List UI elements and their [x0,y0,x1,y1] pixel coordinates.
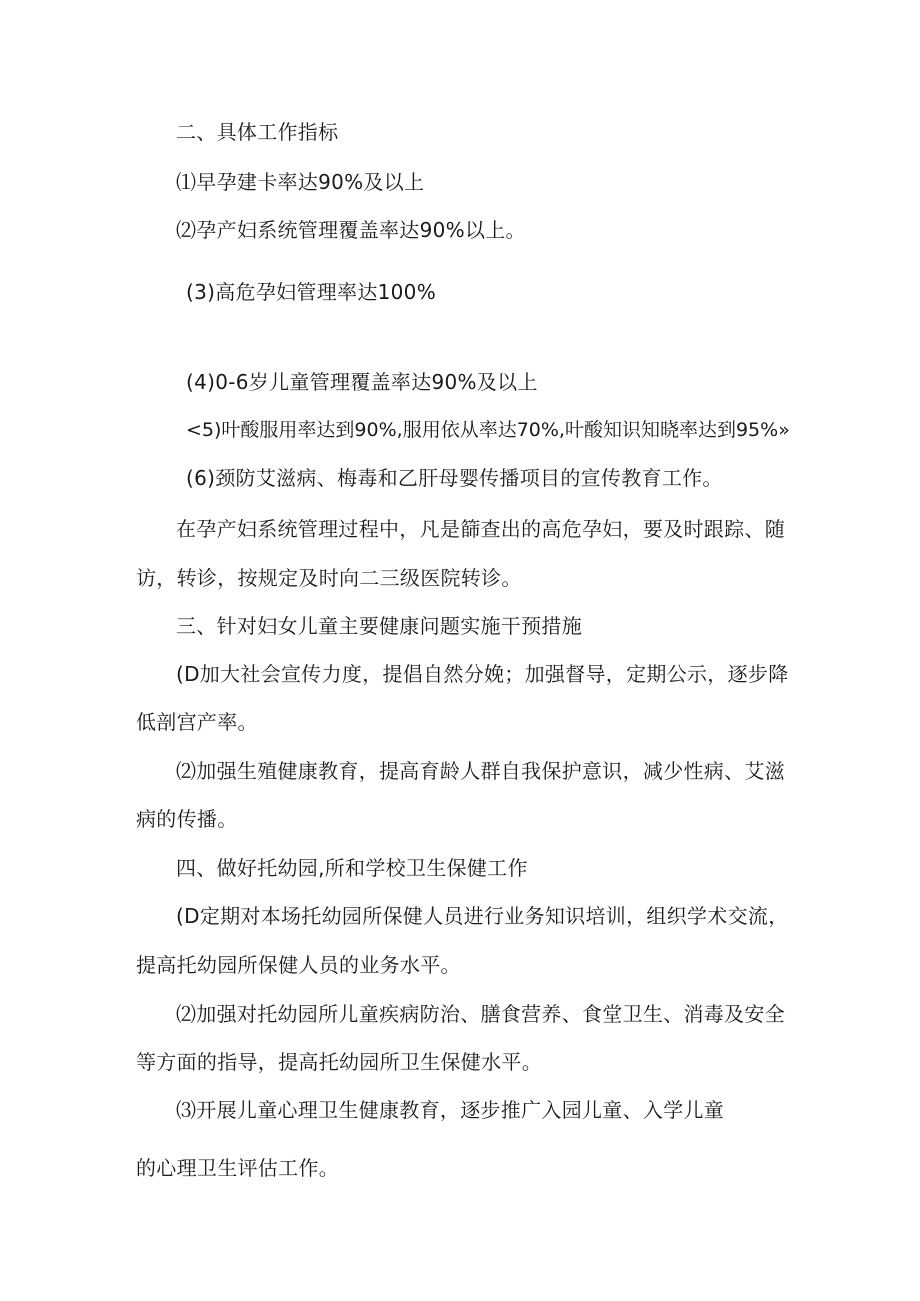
indicator-item-5: <5)叶酸服用率达到90%,服用依从率达70%,叶酸知识知晓率达到95%» [186,419,790,441]
indicator-item-2: ⑵孕产妇系统管理覆盖率达90%以上。 [176,218,526,242]
indicator-item-3: (3)高危孕妇管理率达100% [186,280,437,304]
paragraph-line: 低剖宫产率。 [136,710,258,734]
section-heading-3: 三、针对妇女儿童主要健康问题实施干预措施 [176,614,582,638]
paragraph-line: 等方面的指导，提高托幼园所卫生保健水平。 [136,1050,542,1074]
paragraph-line: 在孕产妇系统管理过程中，凡是篩查出的高危孕妇，要及时跟踪、随 [176,517,785,541]
paragraph-line: 病的传播。 [136,807,238,831]
paragraph-line: ⑵加强对托幼园所儿童疾病防治、膳食营养、食堂卫生、消毒及安全 [176,1002,785,1026]
indicator-item-1: ⑴早孕建卡率达90%及以上 [176,170,425,194]
paragraph-line: 访，转诊，按规定及时向二三级医院转诊。 [136,566,522,590]
paragraph-line: ⑶开展儿童心理卫生健康教育，逐步推广入园儿童、入学儿童 [176,1098,725,1122]
indicator-item-4: (4)0-6岁儿童管理覆盖率达90%及以上 [186,370,538,394]
section-heading-4: 四、做好托幼园,所和学校卫生保健工作 [176,856,528,880]
indicator-item-6: (6)颈防艾滋病、梅毒和乙肝母婴传播项目的宣传教育工作。 [186,466,723,490]
paragraph-line: ⑵加强生殖健康教育，提高育龄人群自我保护意识，减少性病、艾滋 [176,759,785,783]
paragraph-line: 提高托幼园所保健人员的业务水平。 [136,953,461,977]
paragraph-line: (D定期对本场托幼园所保健人员进行业务知识培训，组织学术交流， [176,904,789,928]
section-heading-2: 二、具体工作指标 [176,120,339,144]
paragraph-line: 的心理卫生评估工作。 [136,1156,339,1180]
paragraph-line: (D加大社会宣传力度，提倡自然分娩；加强督导，定期公示，逐步降 [176,662,789,686]
